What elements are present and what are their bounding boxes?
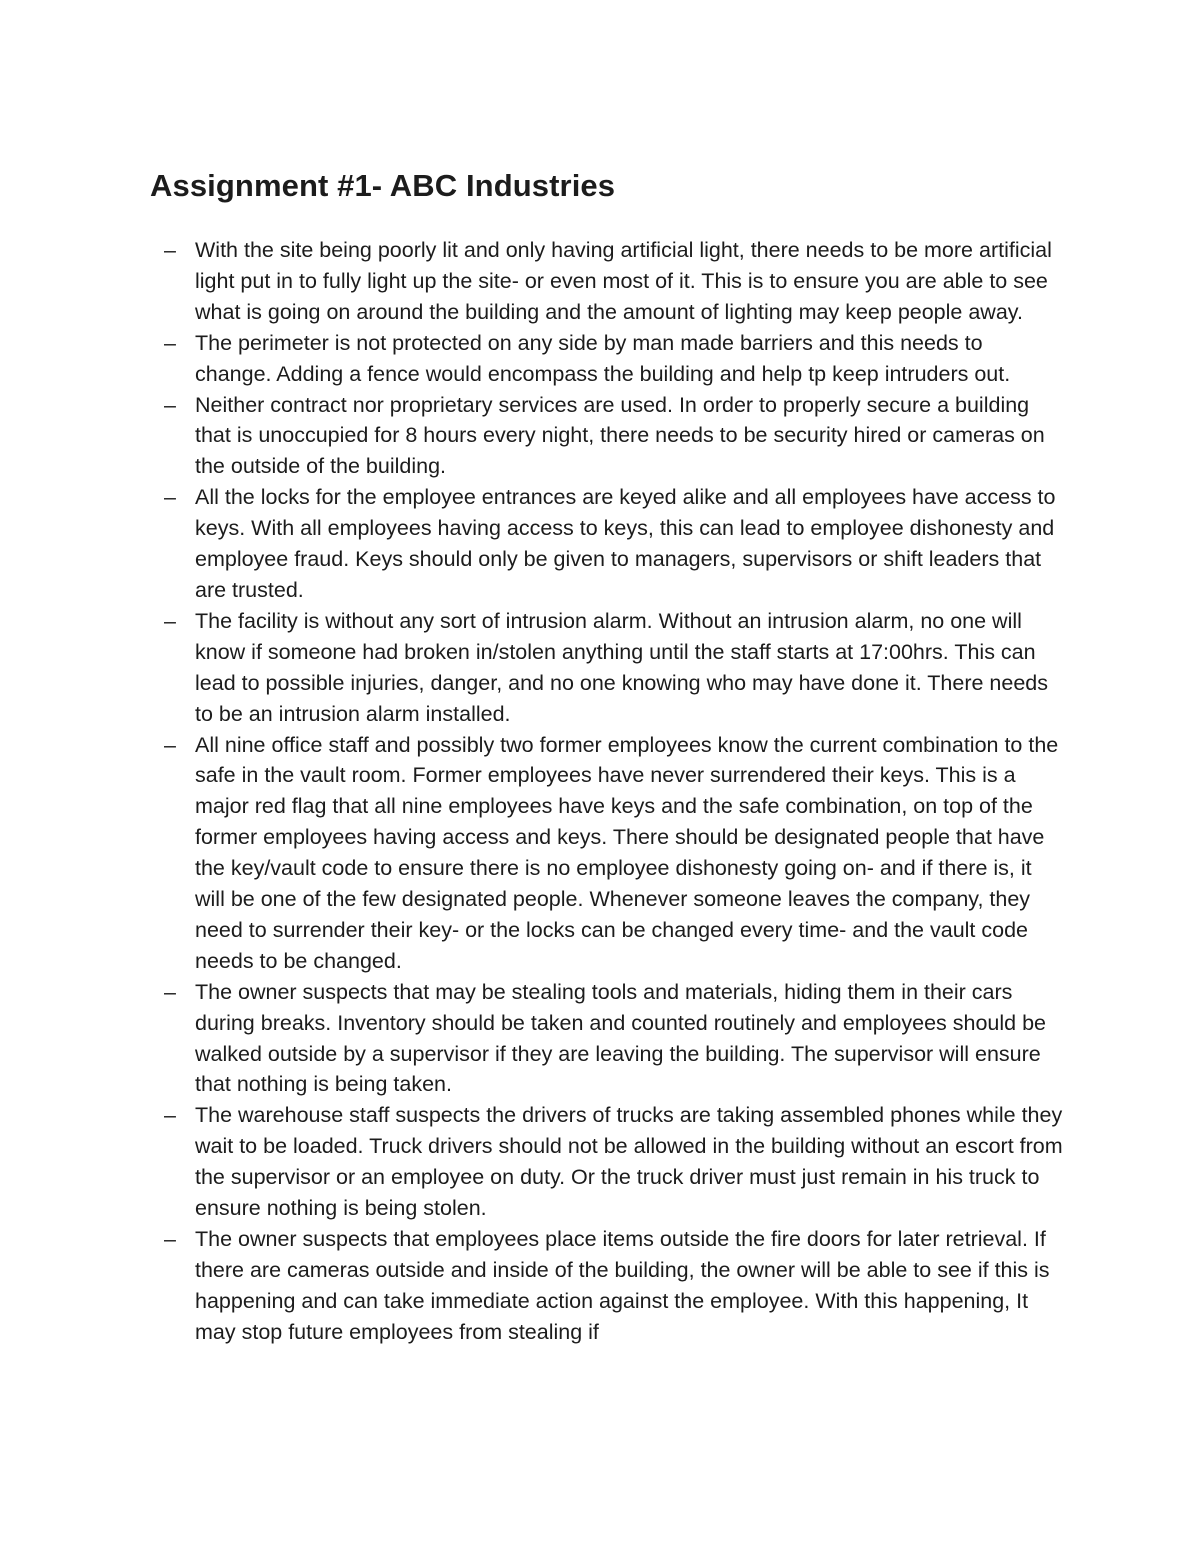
list-item — [164, 482, 1064, 606]
list-item-text: All nine office staff and possibly two former employees know the current combination to the safe in the vault room. Former employees have never surrendered their keys. This is a major red flag that all nine employees have keys and the safe combination, on top of the former employees having access and keys. There should be designated people that have the key/vault code to ensure there is no employee dishonesty going on- and if there is, it will be one of the few designated people. Whenever someone leaves the company, they need to surrender their key- or the locks can be changed every time- and the vault code needs to be changed. — [195, 732, 1059, 973]
list-item-text: The facility is without any sort of intrusion alarm. Without an intrusion alarm, no one will know if someone had broken in/stolen anything until the staff starts at 17:00hrs. This can lead to possible injuries, danger, and no one knowing who may have done it. There needs to be an intrusion alarm installed. — [195, 608, 1049, 726]
list-item-text: Neither contract nor proprietary services are used. In order to properly secure a building that is unoccupied for 8 hours every night, there needs to be security hired or cameras on the outside of the building. — [195, 392, 1045, 479]
bullet-list — [164, 235, 1064, 1348]
list-item-text: With the site being poorly lit and only having artificial light, there needs to be more artificial light put in to fully light up the site- or even most of it. This is to ensure you are able to see what is going on around the building and the amount of lighting may keep people away. — [195, 238, 1052, 324]
list-item — [164, 977, 1064, 1101]
list-item — [164, 1224, 1064, 1348]
bullet-dash-icon: – — [164, 485, 176, 510]
bullet-dash-icon: – — [164, 608, 176, 633]
list-item-text: The warehouse staff suspects the drivers of trucks are taking assembled phones while they wait to be loaded. Truck drivers should not be allowed in the building without an escort from the supervisor or an employee on duty. Or the truck driver must just remain in his truck to ensure nothing is being stolen. — [195, 1103, 1063, 1221]
list-item — [164, 730, 1064, 977]
bullet-dash-icon: – — [164, 732, 176, 757]
list-item — [164, 1100, 1064, 1224]
bullet-dash-icon: – — [164, 1227, 176, 1251]
list-item — [164, 328, 1064, 390]
list-item-text: All the locks for the employee entrances are keyed alike and all employees have access to keys. With all employees having access to keys, this can lead to employee dishonesty and employee fraud. Keys should only be given to managers, supervisors or shift leaders that are trusted. — [195, 485, 1056, 602]
list-item-text: The perimeter is not protected on any side by man made barriers and this needs to change. Adding a fence would encompass the building and help tp keep intruders out. — [195, 330, 1011, 386]
bullet-dash-icon: – — [164, 238, 176, 262]
bullet-dash-icon: – — [164, 979, 176, 1004]
list-item — [164, 606, 1064, 730]
bullet-dash-icon: – — [164, 392, 176, 417]
bullet-dash-icon: – — [164, 1103, 176, 1128]
list-item-text: The owner suspects that may be stealing tools and materials, hiding them in their cars during breaks. Inventory should be taken and counted routinely and employees should be walked outside by a supervisor if they are leaving the building. The supervisor will ensure that nothing is being taken. — [195, 979, 1047, 1097]
document-title: Assignment #1- ABC Industries — [150, 168, 616, 203]
bullet-dash-icon: – — [164, 330, 176, 355]
list-item-text: The owner suspects that employees place items outside the fire doors for later retrieval. If there are cameras outside and inside of the building, the owner will be able to see if this is happening and can take immediate action against the employee. With this happening, It may stop future employees from stealing if — [195, 1227, 1050, 1344]
list-item — [164, 235, 1064, 328]
list-item — [164, 390, 1064, 483]
